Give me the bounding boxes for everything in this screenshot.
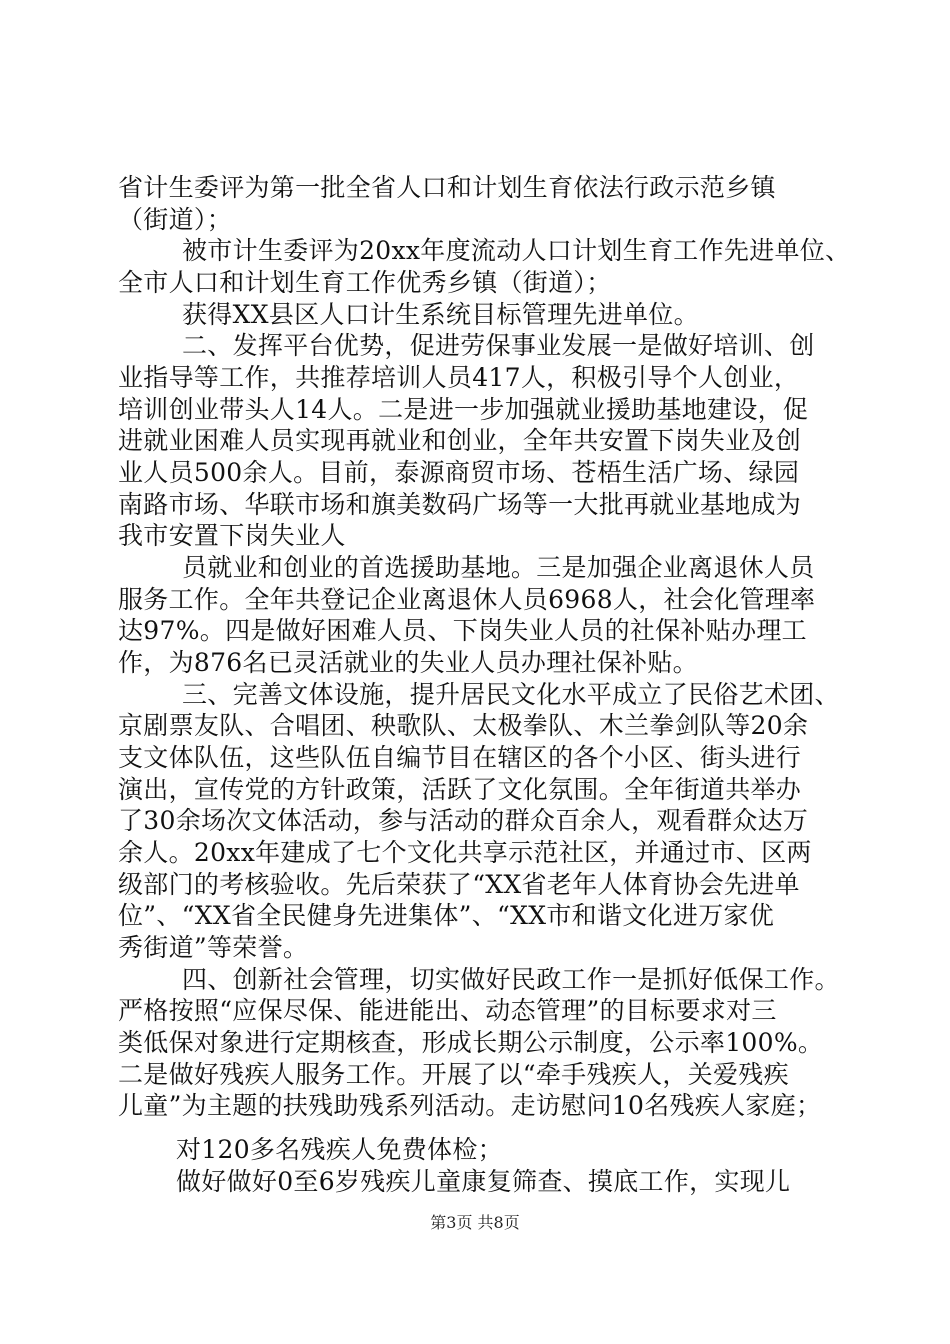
text-line: 支文体队伍，这些队伍自编节目在辖区的各个小区、街头进行: [118, 743, 802, 772]
text-line: 二、发挥平台优势，促进劳保事业发展一是做好培训、创: [182, 331, 815, 360]
text-line: 被市计生委评为20xx年度流动人口计划生育工作先进单位、: [182, 236, 851, 265]
text-line: 培训创业带头人14人。二是进一步加强就业援助基地建设，促: [118, 395, 809, 424]
page-footer: 第3页 共8页: [430, 1213, 520, 1232]
text-line: 全市人口和计划生育工作优秀乡镇（街道）；: [118, 268, 612, 297]
text-line: （街道）；: [118, 205, 233, 234]
text-line: 对120多名残疾人免费体检；: [176, 1135, 503, 1164]
text-line: 京剧票友队、合唱团、秧歌队、太极拳队、木兰拳剑队等20余: [118, 711, 809, 740]
text-line: 演出，宣传党的方针政策，活跃了文化氛围。全年街道共举办: [118, 775, 802, 804]
text-line: 进就业困难人员实现再就业和创业，全年共安置下岗失业及创: [118, 426, 802, 455]
text-line: 达97%。四是做好困难人员、下岗失业人员的社保补贴办理工: [118, 616, 807, 645]
text-line: 秀街道”等荣誉。: [118, 933, 309, 962]
text-line: 南路市场、华联市场和旗美数码广场等一大批再就业基地成为: [118, 490, 802, 519]
text-line: 业指导等工作，共推荐培训人员417人，积极引导个人创业，: [118, 363, 800, 392]
text-line: 服务工作。全年共登记企业离退休人员6968人，社会化管理率: [118, 585, 816, 614]
text-line: 省计生委评为第一批全省人口和计划生育依法行政示范乡镇: [118, 173, 776, 202]
text-line: 严格按照“应保尽保、能进能出、动态管理”的目标要求对三: [118, 996, 777, 1025]
text-line: 获得XX县区人口计生系统目标管理先进单位。: [182, 300, 699, 329]
text-line: 业人员500余人。目前，泰源商贸市场、苍梧生活广场、绿园: [118, 458, 800, 487]
text-line: 余人。20xx年建成了七个文化共享示范社区，并通过市、区两: [118, 838, 812, 867]
text-line: 做好做好0至6岁残疾儿童康复筛查、摸底工作，实现儿: [176, 1167, 791, 1196]
text-line: 级部门的考核验收。先后荣获了“XX省老年人体育协会先进单: [118, 870, 800, 899]
text-line: 四、创新社会管理，切实做好民政工作一是抓好低保工作。: [182, 965, 840, 994]
text-line: 二是做好残疾人服务工作。开展了以“牵手残疾人，关爱残疾: [118, 1060, 789, 1089]
text-line: 三、完善文体设施，提升居民文化水平成立了民俗艺术团、: [182, 680, 840, 709]
text-line: 类低保对象进行定期核查，形成长期公示制度，公示率100%。: [118, 1028, 824, 1057]
text-line: 我市安置下岗失业人: [118, 521, 346, 550]
text-line: 儿童”为主题的扶残助残系列活动。走访慰问10名残疾人家庭；: [118, 1091, 822, 1120]
text-line: 作，为876名已灵活就业的失业人员办理社保补贴。: [118, 648, 698, 677]
text-line: 了30余场次文体活动，参与活动的群众百余人，观看群众达万: [118, 806, 809, 835]
text-line: 员就业和创业的首选援助基地。三是加强企业离退休人员: [182, 553, 815, 582]
text-line: 位”、“XX省全民健身先进集体”、“XX市和谐文化进万家优: [118, 901, 775, 930]
